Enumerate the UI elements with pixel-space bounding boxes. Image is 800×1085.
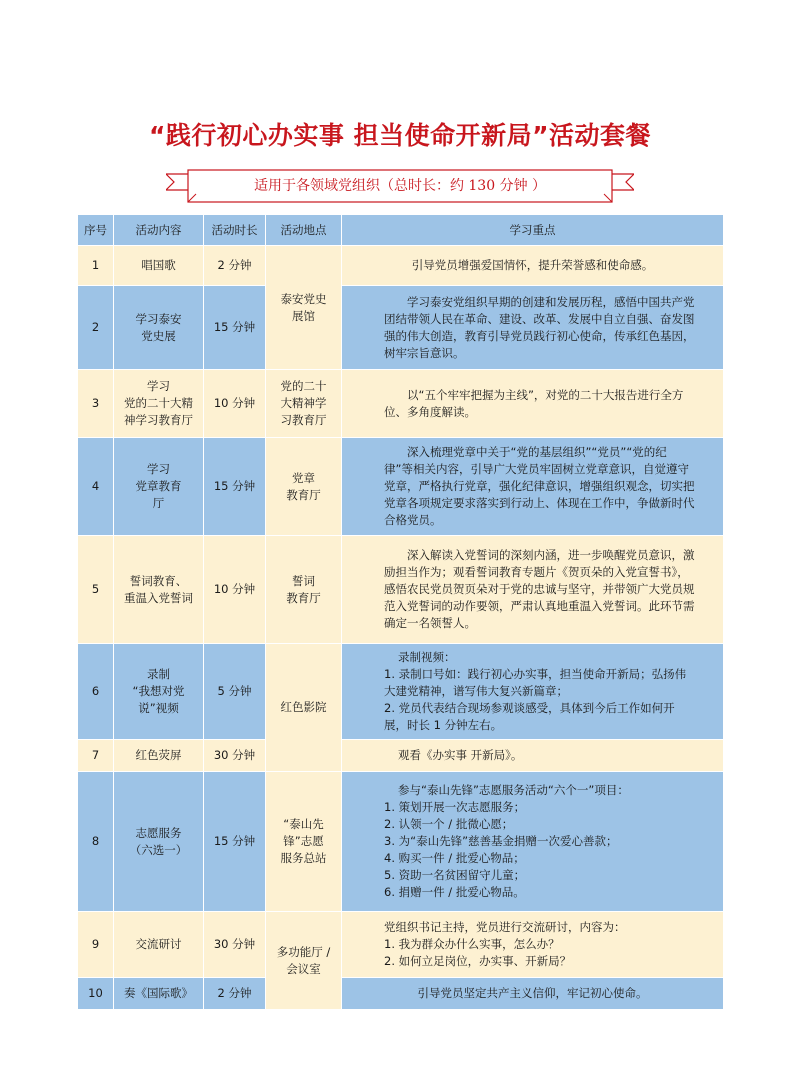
row-content: 学习泰安 党史展: [114, 286, 204, 370]
row-content: 唱国歌: [114, 246, 204, 286]
row-duration: 2 分钟: [204, 978, 266, 1010]
row-no: 8: [78, 772, 114, 912]
table-row: [78, 772, 724, 912]
row-duration: 30 分钟: [204, 912, 266, 978]
table-row: [78, 370, 724, 438]
row-no: 3: [78, 370, 114, 438]
row-no: 6: [78, 644, 114, 740]
row-duration: 15 分钟: [204, 438, 266, 536]
row-focus: 党组织书记主持，党员进行交流研讨，内容为： 1. 我为群众办什么实事，怎么办？ 2. 如何立足岗位，办实事、开新局？: [342, 912, 724, 978]
row-location: 誓词 教育厅: [266, 536, 342, 644]
row-location: 泰安党史 展馆: [266, 246, 342, 370]
row-focus: 观看《办实事 开新局》。: [342, 740, 724, 772]
table-row: [78, 644, 724, 740]
row-no: 4: [78, 438, 114, 536]
row-duration: 10 分钟: [204, 370, 266, 438]
row-location: 党的二十 大精神学 习教育厅: [266, 370, 342, 438]
header-focus: 学习重点: [342, 215, 724, 246]
subtitle-ribbon: [166, 168, 634, 206]
subtitle-text: 适用于各领域党组织（总时长：约 130 分钟 ）: [253, 178, 547, 194]
activity-table: [77, 214, 724, 1010]
row-content: 交流研讨: [114, 912, 204, 978]
row-no: 10: [78, 978, 114, 1010]
row-focus: 深入梳理党章中关于“党的基层组织”“党员”“党的纪律”等相关内容，引导广大党员牢固树立党章意识，自觉遵守党章，严格执行党章，强化纪律意识，增强组织观念，切实把党章各项规定要求落实到行动上、体现在工作中，争做新时代合格党员。: [342, 438, 724, 536]
table-row: [78, 246, 724, 286]
row-duration: 30 分钟: [204, 740, 266, 772]
row-content: 奏《国际歌》: [114, 978, 204, 1010]
header-no: 序号: [78, 215, 114, 246]
table-row: [78, 286, 724, 370]
table-row: [78, 912, 724, 978]
row-duration: 2 分钟: [204, 246, 266, 286]
table-header-row: [78, 215, 724, 246]
row-content: 红色荧屏: [114, 740, 204, 772]
row-focus: 深入解读入党誓词的深刻内涵，进一步唤醒党员意识，激励担当作为；观看誓词教育专题片《贺页朵的入党宣誓书》，感悟农民党员贺页朵对于党的忠诚与坚守，并带领广大党员规范入党誓词的动作要领，严肃认真地重温入党誓词。此环节需确定一名领誓人。: [342, 536, 724, 644]
row-focus: 引导党员增强爱国情怀，提升荣誉感和使命感。: [342, 246, 724, 286]
row-no: 9: [78, 912, 114, 978]
table-row: [78, 536, 724, 644]
row-location: “泰山先 锋”志愿 服务总站: [266, 772, 342, 912]
header-location: 活动地点: [266, 215, 342, 246]
row-content: 录制 “我想对党 说”视频: [114, 644, 204, 740]
row-duration: 5 分钟: [204, 644, 266, 740]
table-row: [78, 438, 724, 536]
row-focus: 参与“泰山先锋”志愿服务活动“六个一”项目： 1. 策划开展一次志愿服务； 2. 认领一个 / 批微心愿； 3. 为“泰山先锋”慈善基金捐赠一次爱心善款； 4. 购买一件 / 批爱心物品； 5. 资助一名贫困留守儿童； 6. 捐赠一件 / 批爱心物品。: [342, 772, 724, 912]
table-row: [78, 740, 724, 772]
row-duration: 15 分钟: [204, 286, 266, 370]
page-title: “践行初心办实事 担当使命开新局”活动套餐: [148, 121, 652, 150]
row-no: 7: [78, 740, 114, 772]
row-focus: 以“五个牢牢把握为主线”，对党的二十大报告进行全方位、多角度解读。: [342, 370, 724, 438]
row-content: 学习 党章教育 厅: [114, 438, 204, 536]
table-row: [78, 978, 724, 1010]
row-focus: 引导党员坚定共产主义信仰，牢记初心使命。: [342, 978, 724, 1010]
header-duration: 活动时长: [204, 215, 266, 246]
row-no: 2: [78, 286, 114, 370]
row-content: 学习 党的二十大精 神学习教育厅: [114, 370, 204, 438]
row-duration: 15 分钟: [204, 772, 266, 912]
row-location: 红色影院: [266, 644, 342, 772]
row-focus: 录制视频： 1. 录制口号如：践行初心办实事，担当使命开新局；弘扬伟大建党精神，谱写伟大复兴新篇章； 2. 党员代表结合现场参观谈感受，具体到今后工作如何开展，时长 1 分钟左右。: [342, 644, 724, 740]
row-location: 多功能厅 / 会议室: [266, 912, 342, 1010]
row-no: 1: [78, 246, 114, 286]
row-no: 5: [78, 536, 114, 644]
header-content: 活动内容: [114, 215, 204, 246]
row-duration: 10 分钟: [204, 536, 266, 644]
row-content: 志愿服务 （六选一）: [114, 772, 204, 912]
row-focus: 学习泰安党组织早期的创建和发展历程，感悟中国共产党团结带领人民在革命、建设、改革、发展中自立自强、奋发图强的伟大创造，教育引导党员践行初心使命，传承红色基因，树牢宗旨意识。: [342, 286, 724, 370]
row-location: 党章 教育厅: [266, 438, 342, 536]
row-content: 誓词教育、 重温入党誓词: [114, 536, 204, 644]
